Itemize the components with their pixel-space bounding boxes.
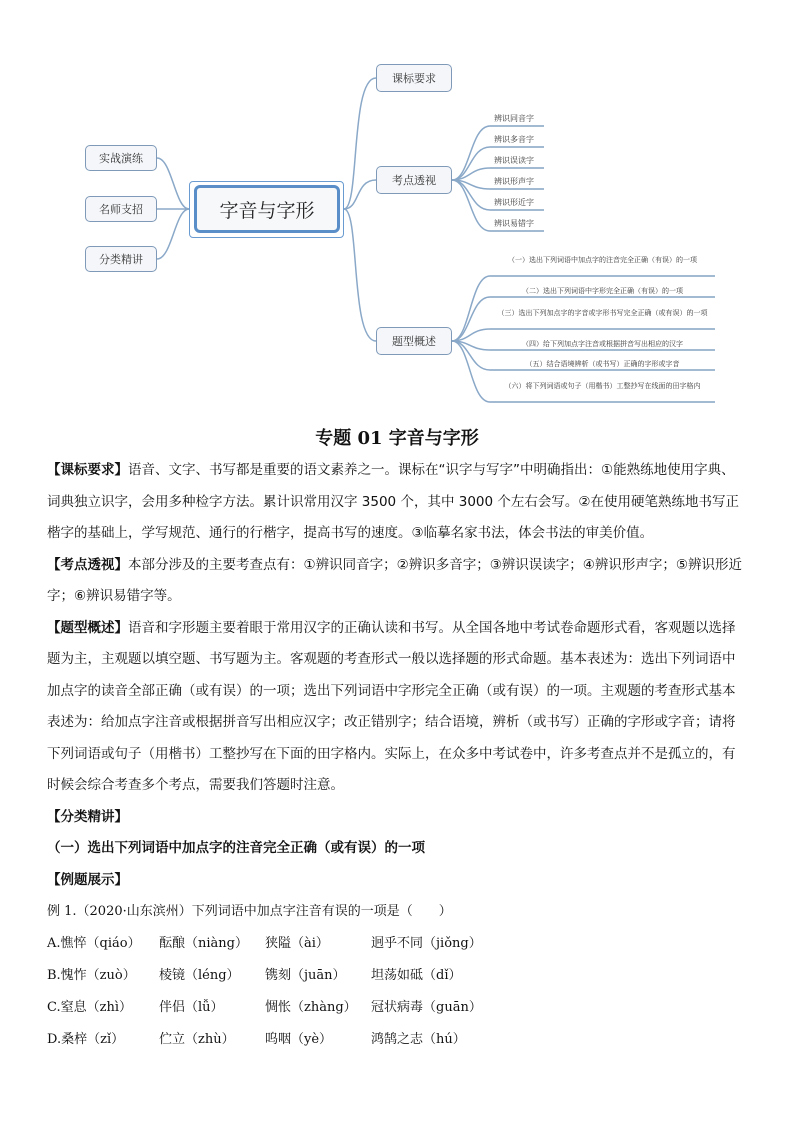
page-title: 专题 01 字音与字形: [315, 428, 479, 449]
node-kebiao: 课标要求: [376, 64, 452, 92]
leaf-tixing-5: （五）结合语境辨析（或书写）正确的字形或字音: [525, 360, 680, 368]
option-a-word-4: 迥乎不同（jiǒng）: [371, 936, 482, 951]
option-b-word-4: 坦荡如砥（dǐ）: [371, 968, 462, 983]
option-a-row: [47, 928, 747, 960]
option-c-word-3: 惆怅（zhàng）: [265, 1000, 357, 1015]
option-c-word-4: 冠状病毒（guān）: [371, 1000, 482, 1015]
section-1-heading: （一）选出下列词语中加点字的注音完全正确（或有误）的一项: [47, 840, 425, 856]
leaf-tixing-4: （四）给下列加点字注音或根据拼音写出相应的汉字: [522, 340, 683, 348]
node-kaodian: 考点透视: [376, 166, 452, 194]
leaf-tixing-3: （三）选出下列加点字的字音或字形书写完全正确（或有误）的一项: [497, 309, 708, 317]
tixing-text: 语音和字形题主要着眼于常用汉字的正确认读和书写。从全国各地中考试卷命题形式看，客观题以选择题为主，主观题以填空题、书写题为主。客观题的考查形式一般以选择题的形式命题。基本表述为：选出下列词语中加点字的读音全部正确（或有误）的一项；选出下列词语中字形完全正确（或有误）的一项。主观题的考查形式基本表述为：给加点字注音或根据拼音写出相应汉字；改正错别字；结合语境，辨析（或书写）正确的字形或字音；请将下列词语或句子（用楷书）工整抄写在下面的田字格内。实际上，在众多中考试卷中，许多考查点并不是孤立的，有时候会综合考查多个考点，需要我们答题时注意。: [47, 619, 736, 793]
leaf-kaodian-6: 辨识易错字: [494, 219, 534, 228]
leaf-tixing-1: （一）选出下列词语中加点字的注音完全正确（有误）的一项: [508, 256, 697, 264]
kaodian-paragraph: [47, 550, 747, 613]
option-a-word-2: 酝酿（niàng）: [159, 936, 248, 951]
liti-heading: 【例题展示】: [47, 871, 128, 888]
kebiao-label: 【课标要求】: [47, 462, 128, 478]
leaf-kaodian-4: 辨识形声字: [494, 177, 534, 186]
option-c-word-2: 伴侣（lǚ）: [159, 1000, 224, 1015]
center-node: 字音与字形: [194, 185, 340, 233]
fenlei-heading: 【分类精讲】: [47, 808, 128, 825]
option-d-row: [47, 1024, 747, 1056]
leaf-tixing-6: （六）将下列词语或句子（用楷书）工整抄写在线面的田字格内: [504, 382, 701, 390]
mind-map: [0, 0, 794, 410]
leaf-kaodian-1: 辨识同音字: [494, 114, 534, 123]
leaf-kaodian-5: 辨识形近字: [494, 198, 534, 207]
kebiao-text: 语音、文字、书写都是重要的语文素养之一。课标在“识字与写字”中明确指出：①能熟练地使用字典、词典独立识字，会用多种检字方法。累计识常用汉字 3500 个，其中 3000 个左右会写。②在使用硬笔熟练地书写正楷字的基础上，学写规范、通行的行楷字，提高书写的速度。③临摹名家书法，体会书法的审美价值。: [47, 462, 739, 541]
example-question: 例 1.（2020·山东滨州）下列词语中加点字注音有误的一项是（ ）: [47, 904, 452, 919]
option-d-word-4: 鸿鹄之志（hú）: [371, 1032, 466, 1047]
option-a-word-3: 狭隘（ài）: [265, 936, 329, 951]
document-body: [47, 455, 747, 1056]
node-mingshi: 名师支招: [85, 196, 157, 222]
tixing-paragraph: [47, 613, 747, 802]
node-shizhan: 实战演练: [85, 145, 157, 171]
option-b-word-2: 棱镜（léng）: [159, 968, 240, 983]
option-b-row: [47, 960, 747, 992]
leaf-tixing-2: （二）选出下列词语中字形完全正确（有误）的一项: [522, 287, 683, 295]
option-c-word-1: C.窒息（zhì）: [47, 1000, 132, 1015]
kebiao-paragraph: [47, 455, 747, 550]
leaf-kaodian-3: 辨识误读字: [494, 156, 534, 165]
option-d-word-2: 伫立（zhù）: [159, 1032, 235, 1047]
node-tixing: 题型概述: [376, 327, 452, 355]
leaf-kaodian-2: 辨识多音字: [494, 135, 534, 144]
kaodian-text: 本部分涉及的主要考查点有：①辨识同音字；②辨识多音字；③辨识误读字；④辨识形声字；⑤辨识形近字；⑥辨识易错字等。: [47, 556, 743, 604]
node-fenlei: 分类精讲: [85, 246, 157, 272]
option-d-word-3: 呜咽（yè）: [265, 1032, 333, 1047]
kaodian-label: 【考点透视】: [47, 556, 128, 573]
option-c-row: [47, 992, 747, 1024]
option-d-word-1: D.桑梓（zǐ）: [47, 1032, 125, 1047]
option-b-word-3: 镌刻（juān）: [265, 968, 346, 983]
tixing-label: 【题型概述】: [47, 619, 128, 636]
option-a-word-1: A.憔悴（qiáo）: [47, 936, 141, 951]
option-b-word-1: B.愧怍（zuò）: [47, 968, 136, 983]
